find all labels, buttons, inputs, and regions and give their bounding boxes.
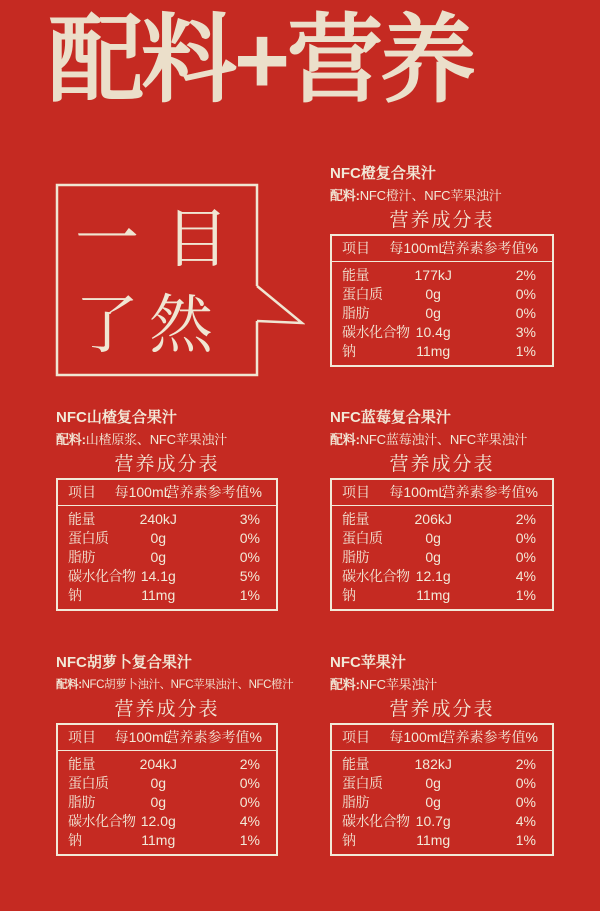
header-cell-nrv: 营养素参考值% [441,240,538,256]
cell-item: 能量 [68,511,95,527]
ingredients-label: 配料: [330,432,360,447]
cell-per100ml: 11mg [416,343,451,359]
cell-nrv: 1% [515,587,536,603]
ingredients-label: 配料: [330,188,360,203]
table-row [58,755,276,774]
table-row [332,266,552,285]
table-row [332,304,552,323]
cell-item: 脂肪 [68,549,95,565]
cell-item: 钠 [342,343,356,359]
cell-per100ml: 0g [150,794,167,810]
cell-nrv: 0% [515,530,536,546]
cell-nrv: 0% [239,549,260,565]
table-body [332,506,552,609]
header-cell-nrv: 营养素参考值% [441,729,538,745]
table-row [58,529,276,548]
header-cell-per100ml: 每100mL [389,484,447,500]
cell-nrv: 0% [515,305,536,321]
cell-per100ml: 0g [150,530,167,546]
table-row [58,567,276,586]
table-row [332,548,552,567]
header-cell-item: 项目 [68,729,96,745]
cell-item: 钠 [342,832,356,848]
product-block [56,653,294,856]
cell-item: 脂肪 [342,549,369,565]
nutrition-table-title: 营养成分表 [389,699,495,720]
table-row [332,529,552,548]
cell-nrv: 1% [239,832,260,848]
ingredients-line [330,676,554,694]
product-block [56,408,278,611]
table-row [332,323,552,342]
nutrition-table-title: 营养成分表 [389,454,495,475]
table-body [58,751,276,854]
table-row [332,285,552,304]
cell-per100ml: 0g [425,794,441,810]
cell-item: 脂肪 [342,305,369,321]
cell-per100ml: 0g [150,775,167,791]
product-block [330,653,554,856]
header-cell-per100ml: 每100mL [389,729,447,745]
table-row [58,548,276,567]
header-cell-item: 项目 [342,240,370,256]
cell-per100ml: 204kJ [139,756,177,772]
cell-per100ml: 240kJ [139,511,177,527]
cell-per100ml: 10.4g [415,324,451,340]
table-body [332,262,552,365]
cell-nrv: 0% [239,775,260,791]
ingredients-line [56,431,278,449]
ingredients-text: NFC橙汁、NFC苹果浊汁 [359,188,502,203]
header-cell-per100ml: 每100mL [114,729,172,745]
nutrition-table-title: 营养成分表 [389,210,495,231]
cell-per100ml: 12.1g [415,568,451,584]
cell-item: 碳水化合物 [68,813,136,829]
product-title: NFC山楂复合果汁 [56,409,177,426]
header-cell-item: 项目 [342,729,370,745]
table-row [58,793,276,812]
header-cell-item: 项目 [68,484,96,500]
table-row [332,567,552,586]
cell-nrv: 0% [239,794,260,810]
cell-nrv: 3% [515,324,536,340]
cell-nrv: 0% [239,530,260,546]
cell-per100ml: 182kJ [414,756,452,772]
cell-nrv: 0% [515,794,536,810]
header-cell-nrv: 营养素参考值% [165,484,262,500]
cell-nrv: 5% [239,568,260,584]
cell-nrv: 4% [515,568,536,584]
header-cell-per100ml: 每100mL [114,484,172,500]
ingredients-line [330,431,554,449]
table-row [58,831,276,850]
cell-per100ml: 206kJ [414,511,452,527]
cell-per100ml: 0g [425,549,441,565]
cell-nrv: 0% [515,286,536,302]
table-header-row [332,480,552,506]
cell-per100ml: 11mg [141,587,176,603]
ingredients-line [56,676,294,694]
table-row [332,586,552,605]
cell-nrv: 4% [239,813,260,829]
cell-nrv: 0% [515,549,536,565]
nutrition-table [56,723,278,856]
table-row [332,831,552,850]
cell-nrv: 1% [515,832,536,848]
cell-item: 脂肪 [68,794,95,810]
cell-item: 蛋白质 [342,775,383,791]
cell-nrv: 2% [239,756,260,772]
table-row [332,793,552,812]
ingredients-line [330,187,554,205]
cell-per100ml: 0g [150,549,167,565]
product-block [330,164,554,367]
table-header-row [332,725,552,751]
ingredients-label: 配料: [330,677,360,692]
page-title: 配料+营养 [48,7,474,114]
cell-item: 脂肪 [342,794,369,810]
cell-item: 蛋白质 [68,530,109,546]
cell-nrv: 0% [515,775,536,791]
cell-item: 碳水化合物 [342,324,410,340]
nutrition-table [56,478,278,611]
header-cell-item: 项目 [342,484,370,500]
product-title: NFC橙复合果汁 [330,165,436,182]
table-body [332,751,552,854]
cell-item: 能量 [342,756,369,772]
table-row [58,812,276,831]
header-cell-nrv: 营养素参考值% [441,484,538,500]
table-row [332,774,552,793]
cell-per100ml: 10.7g [415,813,451,829]
ingredients-text: 山楂原浆、NFC苹果浊汁 [85,432,228,447]
table-body [58,506,276,609]
product-title: NFC苹果汁 [330,654,406,671]
table-header-row [332,236,552,262]
table-row [332,812,552,831]
cell-per100ml: 12.0g [140,813,176,829]
ingredients-label: 配料: [56,679,82,691]
table-header-row [58,725,276,751]
cell-per100ml: 14.1g [140,568,176,584]
table-row [58,774,276,793]
header-cell-per100ml: 每100mL [389,240,447,256]
ingredients-label: 配料: [56,432,86,447]
ingredients-text: NFC蓝莓浊汁、NFC苹果浊汁 [359,432,528,447]
cell-per100ml: 0g [425,286,441,302]
nutrition-table-title: 营养成分表 [114,454,220,475]
cell-per100ml: 0g [425,530,441,546]
cell-per100ml: 177kJ [414,267,452,283]
table-row [332,510,552,529]
cell-per100ml: 0g [425,305,441,321]
cell-per100ml: 11mg [416,832,451,848]
cell-nrv: 4% [515,813,536,829]
table-row [332,755,552,774]
bubble-text-line2: 了然 [75,289,223,361]
cell-item: 能量 [68,756,95,772]
cell-nrv: 3% [239,511,260,527]
cell-item: 碳水化合物 [342,568,410,584]
cell-item: 能量 [342,511,369,527]
cell-nrv: 1% [515,343,536,359]
cell-per100ml: 11mg [141,832,176,848]
nutrition-table [330,234,554,367]
table-row [58,510,276,529]
product-block [330,408,554,611]
nutrition-table [330,723,554,856]
cell-item: 蛋白质 [342,286,383,302]
cell-nrv: 2% [515,511,536,527]
cell-nrv: 2% [515,267,536,283]
cell-item: 碳水化合物 [68,568,136,584]
ingredients-text: NFC胡萝卜浊汁、NFC苹果浊汁、NFC橙汁 [81,679,294,691]
nutrition-table-title: 营养成分表 [114,699,220,720]
cell-nrv: 2% [515,756,536,772]
cell-item: 钠 [68,587,82,603]
table-header-row [58,480,276,506]
cell-item: 蛋白质 [68,775,109,791]
bubble-text-line1: 一目 [75,203,255,275]
header-cell-nrv: 营养素参考值% [165,729,262,745]
cell-item: 能量 [342,267,369,283]
ingredients-text: NFC苹果浊汁 [359,677,438,692]
nutrition-table [330,478,554,611]
cell-nrv: 1% [239,587,260,603]
table-row [332,342,552,361]
cell-item: 蛋白质 [342,530,383,546]
cell-per100ml: 0g [425,775,441,791]
table-row [58,586,276,605]
speech-bubble [55,183,305,379]
cell-per100ml: 11mg [416,587,451,603]
product-title: NFC胡萝卜复合果汁 [56,654,192,671]
cell-item: 钠 [342,587,356,603]
product-title: NFC蓝莓复合果汁 [330,409,451,426]
cell-item: 钠 [68,832,82,848]
cell-item: 碳水化合物 [342,813,410,829]
